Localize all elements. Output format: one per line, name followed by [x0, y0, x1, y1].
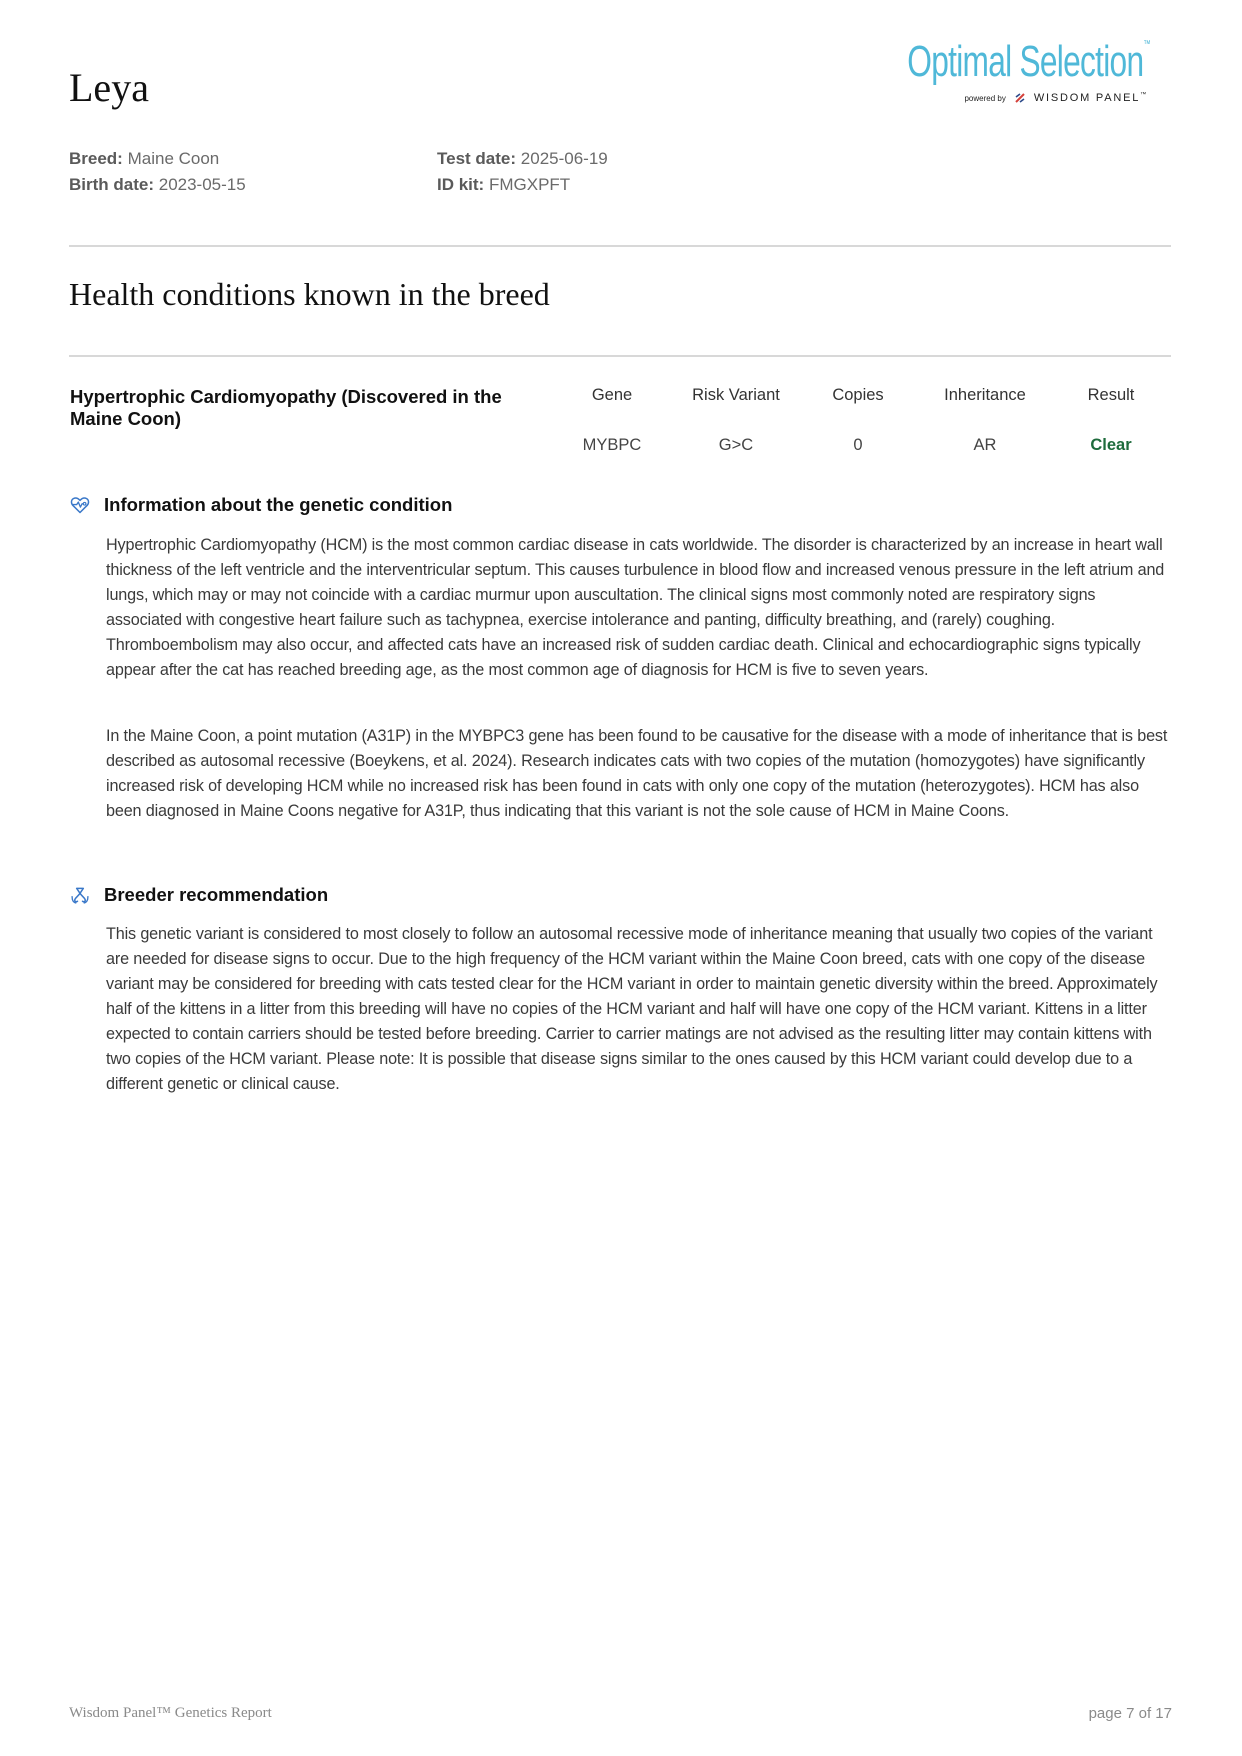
copies-value: 0 [853, 436, 863, 454]
logo-brand [907, 37, 1150, 86]
info-heading [70, 494, 452, 516]
logo-brand-text: Optimal Selection [907, 37, 1144, 86]
gene-value: MYBPC [582, 436, 642, 454]
breeding-icon [70, 885, 90, 905]
column-header-gene: Gene [591, 386, 633, 404]
breeder-heading [70, 884, 328, 906]
breed-row [69, 146, 246, 172]
pet-name: Leya [69, 65, 149, 110]
footer-page-number: page 7 of 17 [1088, 1705, 1172, 1722]
test-date-value: 2025-06-19 [520, 149, 608, 168]
section-divider [69, 355, 1171, 357]
partner-name: WISDOM PANEL [1033, 92, 1141, 104]
footer-report-name: Wisdom Panel™ Genetics Report [69, 1705, 272, 1721]
breeder-paragraph: This genetic variant is considered to most closely to follow an autosomal recessive mode of inheritance meaning that usually two copies of the variant are needed for disease signs to occur. Due to the high frequency of the HCM variant within the Maine Coon breed, cats with one copy of the disease variant may be considered for breeding with cats tested clear for the HCM variant in order to maintain genetic diversity within the breed. Approximately half of the kittens in a litter from this breeding will have no copies of the HCM variant and half will have one copy of the HCM variant. Kittens in a litter expected to contain carriers should be tested before breeding. Carrier to carrier matings are not advised as the resulting litter may contain kittens with two copies of the HCM variant. Please note: It is possible that disease signs similar to the ones caused by this HCM variant could develop due to a different genetic or clinical cause. [106, 925, 1158, 1093]
birth-date-value: 2023-05-15 [158, 175, 246, 194]
optimal-selection-logo [900, 37, 1160, 106]
wisdom-panel-text [1034, 92, 1148, 104]
test-date-row [437, 146, 608, 172]
pet-meta-left [69, 146, 246, 198]
inheritance-value: AR [973, 436, 997, 454]
birth-date-row [69, 172, 246, 198]
column-header-risk-variant: Risk Variant [692, 386, 780, 404]
column-header-inheritance: Inheritance [944, 386, 1026, 404]
breed-label: Breed: [69, 149, 123, 168]
pet-meta-right [437, 146, 608, 198]
column-header-result: Result [1087, 386, 1135, 404]
logo-powered-by [964, 92, 1148, 104]
breed-value: Maine Coon [127, 149, 220, 168]
id-kit-row [437, 172, 608, 198]
logo-brand-tm: ™ [1143, 39, 1150, 50]
section-title: Health conditions known in the breed [69, 276, 550, 312]
test-date-label: Test date: [437, 149, 517, 168]
heart-pulse-icon [70, 495, 90, 515]
powered-by-text: powered by [964, 93, 1006, 103]
birth-date-label: Birth date: [69, 175, 154, 194]
info-title: Information about the genetic condition [104, 494, 453, 515]
column-header-copies: Copies [832, 386, 884, 404]
header-divider [69, 245, 1171, 247]
wisdom-panel-mark-icon [1014, 92, 1026, 104]
partner-tm: ™ [1140, 92, 1148, 98]
id-kit-label: ID kit: [437, 175, 485, 194]
info-paragraph-1: Hypertrophic Cardiomyopathy (HCM) is the most common cardiac disease in cats worldwide. The disorder is characterized by an increase in heart wall thickness of the left ventricle and the interventricular septum. This causes turbulence in blood flow and increased venous pressure in the left atrium and lungs, which may or may not coincide with a cardiac murmur upon auscultation. The clinical signs most commonly noted are respiratory signs associated with congestive heart failure such as tachypnea, exercise intolerance and panting, difficulty breathing, and (rarely) coughing. Thromboembolism may also occur, and affected cats have an increased risk of sudden cardiac death. Clinical and echocardiographic signs typically appear after the cat has reached breeding age, as the most common age of diagnosis for HCM is five to seven years. [106, 536, 1165, 679]
info-paragraph-2: In the Maine Coon, a point mutation (A31P) in the MYBPC3 gene has been found to be causative for the disease with a mode of inheritance that is best described as autosomal recessive (Boeykens, et al. 2024). Research indicates cats with two copies of the mutation (homozygotes) have significantly increased risk of developing HCM while no increased risk has been found in cats with only one copy of the mutation (heterozygotes). HCM has also been diagnosed in Maine Coons negative for A31P, thus indicating that this variant is not the sole cause of HCM in Maine Coons. [106, 727, 1168, 820]
id-kit-value: FMGXPFT [488, 175, 571, 194]
risk-variant-value: G>C [718, 436, 754, 454]
result-badge: Clear [1090, 436, 1132, 454]
breeder-title: Breeder recommendation [104, 884, 329, 905]
condition-name: Hypertrophic Cardiomyopathy (Discovered in the Maine Coon) [70, 386, 502, 429]
